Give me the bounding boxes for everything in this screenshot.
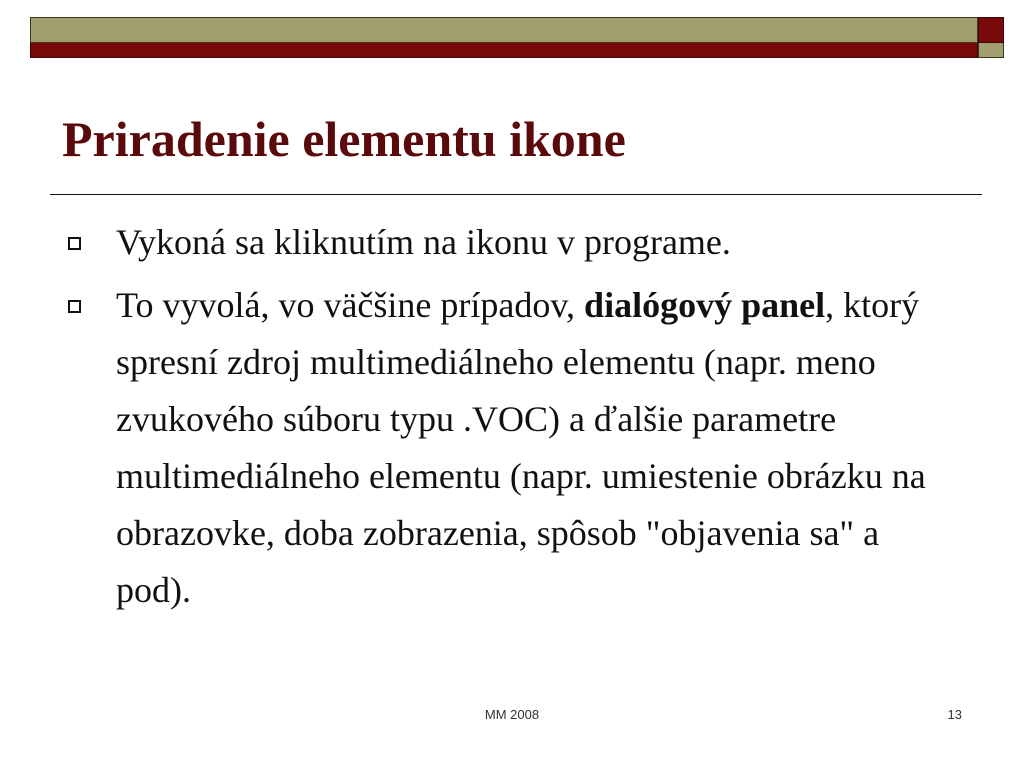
hollow-square-bullet-icon — [68, 300, 81, 313]
bullet-item — [62, 214, 962, 271]
bullet-text: Vykoná sa kliknutím na ikonu v programe. — [116, 222, 731, 262]
bullet-text-part: , ktorý spresní zdroj multimediálneho elementu (napr. meno zvukového súboru typu .VOC) a ďalšie parametre multimediálneho elementu (napr. umiestenie obrázku na obrazovke, doba zobrazenia, spôsob "objavenia sa" a pod). — [116, 285, 926, 610]
bullet-bold-term: dialógový panel — [584, 285, 826, 325]
bullet-item — [62, 277, 962, 619]
hollow-square-bullet-icon — [68, 237, 81, 250]
header-olive-square — [978, 43, 1004, 58]
header-red-bar — [30, 43, 978, 58]
footer-label: MM 2008 — [484, 707, 540, 722]
header-olive-bar — [30, 17, 978, 43]
bullet-text-part: To vyvolá, vo väčšine prípadov, — [116, 285, 585, 325]
slide-number: 13 — [947, 707, 962, 722]
slide-title: Priradenie elementu ikone — [62, 111, 626, 167]
header-red-square — [978, 17, 1004, 43]
bullet-list — [62, 214, 962, 625]
title-divider — [50, 194, 982, 195]
